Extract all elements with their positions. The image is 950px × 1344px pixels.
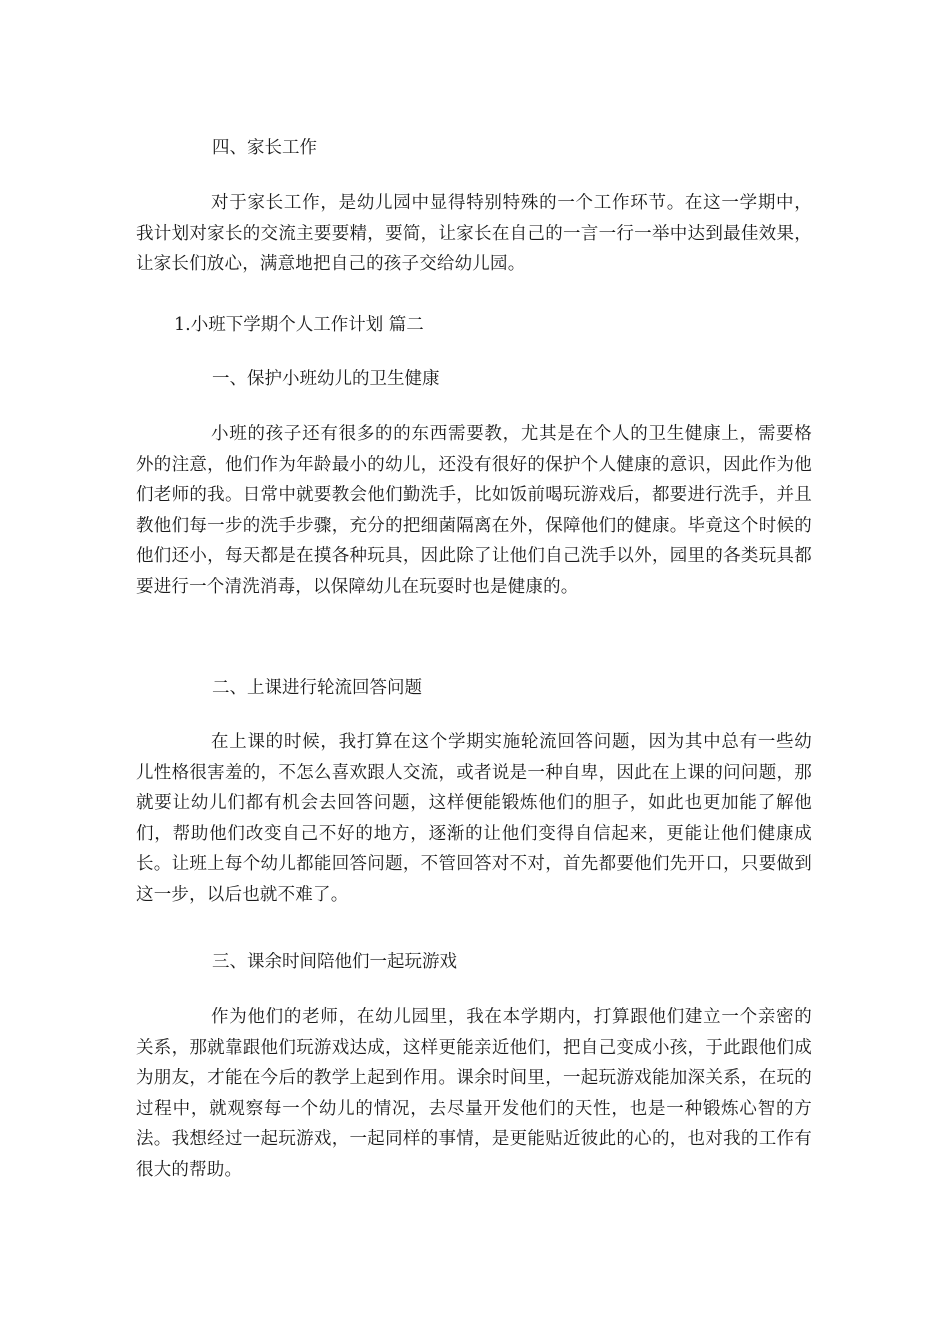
paragraph-hygiene: 小班的孩子还有很多的的东西需要教，尤其是在个人的卫生健康上，需要格外的注意，他们作为年龄最小的幼儿，还没有很好的保护个人健康的意识，因此作为他们老师的我。日常中就要教会他们勤洗手，比如饭前喝玩游戏后，都要进行洗手，并且教他们每一步的洗手步骤，充分的把细菌隔离在外，保障他们的健康。毕竟这个时候的他们还小，每天都是在摸各种玩具，因此除了让他们自己洗手以外，园里的各类玩具都要进行一个清洗消毒，以保障幼儿在玩耍时也是健康的。 bbox=[136, 424, 812, 597]
paragraph-answer-questions: 在上课的时候，我打算在这个学期实施轮流回答问题，因为其中总有一些幼儿性格很害羞的，不怎么喜欢跟人交流，或者说是一种自卑，因此在上课的问问题，那就要让幼儿们都有机会去回答问题，这样便能锻炼他们的胆子，如此也更加能了解他们，帮助他们改变自己不好的地方，逐渐的让他们变得自信起来，更能让他们健康成长。让班上每个幼儿都能回答问题，不管回答对不对，首先都要他们先开口，只要做到这一步，以后也就不难了。 bbox=[136, 732, 812, 905]
article-title-part-two: 1.小班下学期个人工作计划 篇二 bbox=[174, 315, 424, 335]
paragraph-play-games: 作为他们的老师，在幼儿园里，我在本学期内，打算跟他们建立一个亲密的关系，那就靠跟他们玩游戏达成，这样更能亲近他们，把自己变成小孩，于此跟他们成为朋友，才能在今后的教学上起到作用。课余时间里，一起玩游戏能加深关系，在玩的过程中，就观察每一个幼儿的情况，去尽量开发他们的天性，也是一种锻炼心智的方法。我想经过一起玩游戏，一起同样的事情，是更能贴近彼此的心的，也对我的工作有很大的帮助。 bbox=[136, 1007, 812, 1180]
section-heading-answer-questions: 二、上课进行轮流回答问题 bbox=[212, 678, 422, 698]
section-heading-parent-work: 四、家长工作 bbox=[212, 138, 317, 158]
section-heading-hygiene: 一、保护小班幼儿的卫生健康 bbox=[212, 369, 440, 389]
paragraph-parent-work: 对于家长工作，是幼儿园中显得特别特殊的一个工作环节。在这一学期中，我计划对家长的交流主要要精，要简，让家长在自己的一言一行一举中达到最佳效果，让家长们放心，满意地把自己的孩子交给幼儿园。 bbox=[136, 193, 812, 274]
section-heading-play-games: 三、课余时间陪他们一起玩游戏 bbox=[212, 952, 457, 972]
